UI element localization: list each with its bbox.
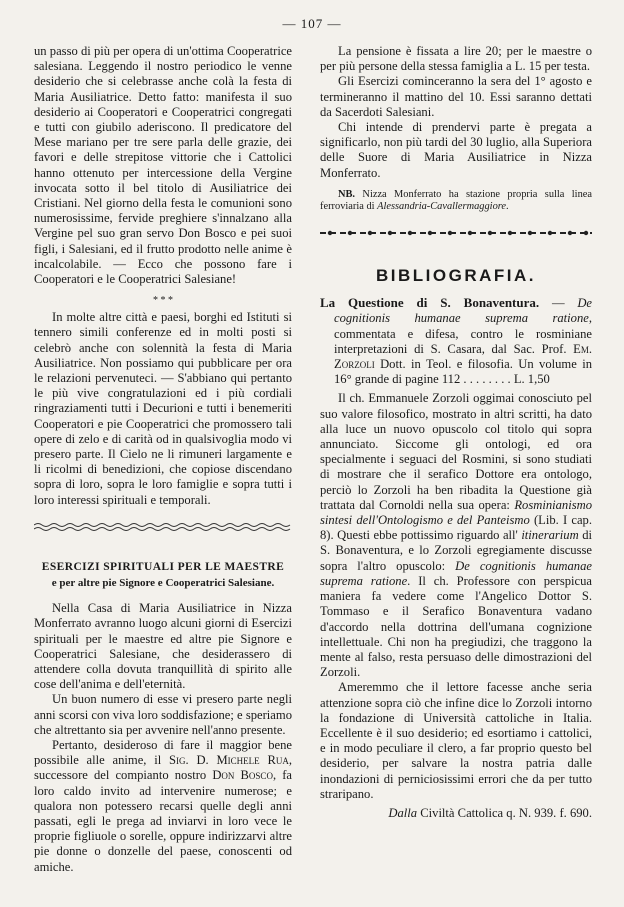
book-price: L. 1,50 <box>513 372 550 387</box>
book-title: La Questione di S. Bonaventura. <box>320 295 540 311</box>
paragraph: In molte altre città e paesi, borghi ed Istituti si tennero simili conferenze ed in molti posti si celebrò anche con solennità la festa di Maria Ausiliatrice. Non possiamo qui pubblicare per ora le relazioni pervenuteci. — S'abbiano qui pertanto le più vive congratulazioni ed i più cordiali ringraziamenti tutti i Decurioni e tutti i benemeriti Cooperatori e pie Cooperatrici che promossero tali opere di zelo e di carità od in qualsivoglia modo vi presero parte. Il Cielo ne li rimuneri largamente e li ricolmi di benedizioni, che copiose discendano sopra di loro, sopra le loro famiglie e sopra tutti i loro interessi spirituali e temporali. <box>34 310 292 507</box>
bibliography-heading: BIBLIOGRAFIA. <box>376 266 536 286</box>
paragraph: Chi intende di prendervi parte è pregata a significarlo, non più tardi del 30 luglio, alla Superiora delle Suore di Maria Ausiliatrice in Nizza Monferrato. <box>320 120 592 180</box>
source-citation: Dalla Civiltà Cattolica q. N. 939. f. 690. <box>388 805 592 820</box>
footnote: NB. Nizza Monferrato ha stazione propria sulla linea ferroviaria di Alessandria-Cavallermaggiore. <box>320 188 592 213</box>
section-title: ESERCIZI SPIRITUALI PER LE MAESTRE <box>41 561 285 574</box>
author-name: Em. Zorzoli <box>334 341 592 372</box>
page-number: — 107 — <box>282 16 342 31</box>
paragraph: Nella Casa di Maria Ausiliatrice in Nizza Monferrato avranno luogo alcuni giorni di Esercizi spirituali per le maestre ed altre pie Signore e Cooperatrici Salesiane, che desiderassero di attendere colla dovuta tranquillità di spirito alle cose dell'anima e dell'eternità. <box>34 601 292 692</box>
book-entry: La Questione di S. Bonaventura. — De cognitionis humanae suprema ratione, commentata e difesa, contro le rosminiane interpretazioni di S. Casara, dal Sac. Prof. Em. Zorzoli Dott. in Teol. e filosofia. Un volume in 16° grande di pagine 112 . . . . . . . . L. 1,50 <box>320 295 593 387</box>
paragraph: Pertanto, desideroso di fare il maggior bene possibile alle anime, il Sig. D. Michele Rua, successore del compianto nostro Don Bosco, fa loro caldo invito ad intervenire numerose; e qualora non potessero recarsi quelle degli anni passati, egli le prega ad inviarvi in loro vece le proprie figliuole o sorelle, oppure indirizzarvi altre pie donne o donzelle del paese, conoscenti od amiche. <box>34 737 293 874</box>
decorative-rule <box>320 226 592 240</box>
person-name: Don Bosco <box>212 768 273 783</box>
person-name: Sig. D. Michele Rua <box>169 753 289 768</box>
right-column <box>320 44 592 821</box>
paragraph: un passo di più per opera di un'ottima Cooperatrice salesiana. Leggendo il nostro periodico le venne desiderio che si celebrasse anche colà la festa di Maria Ausiliatrice. Detto fatto: manifesta il suo desiderio ai Cooperatori e Cooperatrici congregati e tutti con giubilo aderiscono. Il predicatore del Mese mariano per tre sere parla delle grazie, dei favori e delle strepitose vittorie che i Cattolici hanno ottenuto per intercessione della Vergine invocata sotto il bel titolo di Ausiliatrice dei Cristiani. Nel giorno della festa le comunioni sono numerosissime, fervide preghiere s'innalzano alla Vergine pel suo gran servo Don Bosco e pei suoi figli, i Salesiani, ed il frutto prodotto nelle anime è incalcolabile. — Ecco che possono fare i Cooperatori e le Cooperatrici Salesiane! <box>34 44 292 287</box>
section-subtitle: e per altre pie Signore e Cooperatrici Salesiane. <box>51 577 275 590</box>
paragraph: Ameremmo che il lettore facesse anche seria attenzione sopra ciò che infine dice lo Zorzoli intorno la fondazione di Università cattoliche in Italia. Eccellente è il suo desiderio; ed esortiamo i cattolici, e in modo peculiare il clero, a far proprio questo bel desiderio, per salvare la nostra patria dalle inondazioni di perniciosissimi errori che da per tutto straripano. <box>320 680 592 801</box>
paragraph: Il ch. Emmanuele Zorzoli oggimai conosciuto pel suo valore filosofico, mostrato in altri scritti, ha dato alla luce un nuovo opuscolo col titolo qui sopra annunciato. Siccome gli ontologi, ed ora specialmente i seguaci del Rosmini, si sono studiati di mostrare che il serafico Dottore era ontologo, perciò lo Zorzoli ha ben ribadita la Questione già trattata dal Cornoldi nella sua opera: Rosminianismo sintesi dell'Ontologismo e del Panteismo (Lib. I cap. 8). Questi ebbe pottissimo riguardo all' itinerarium di S. Bonaventura, e lo Zorzoli egregiamente discusse sopra l'altro opuscolo: De cognitionis humanae suprema ratione. Il ch. Professore con perspicua maniera fa vedere come l'Angelico Dottor S. Tommaso e il Serafico Bonaventura vadano d'accordo nella dottrina dell'umana cognizione intellettuale. Chi non ha pregiudizi, che traggono la mente al falso, resta persuaso delle dimostrazioni del Zorzoli. <box>320 391 593 680</box>
asterism-divider: * * * <box>153 295 173 307</box>
ornamental-divider <box>34 522 292 532</box>
left-column <box>34 44 292 875</box>
paragraph: Gli Esercizi cominceranno la sera del 1° agosto e termineranno il mattino del 10. Essi saranno dettati da Sacerdoti Salesiani. <box>320 74 592 119</box>
paragraph: Un buon numero di esse vi presero parte negli anni scorsi con viva loro soddisfazione; e speriamo che altrettanto sia per avvenire nell'anno presente. <box>34 692 292 737</box>
paragraph: La pensione è fissata a lire 20; per le maestre o per più persone della stessa famiglia a L. 15 per testa. <box>320 44 592 74</box>
